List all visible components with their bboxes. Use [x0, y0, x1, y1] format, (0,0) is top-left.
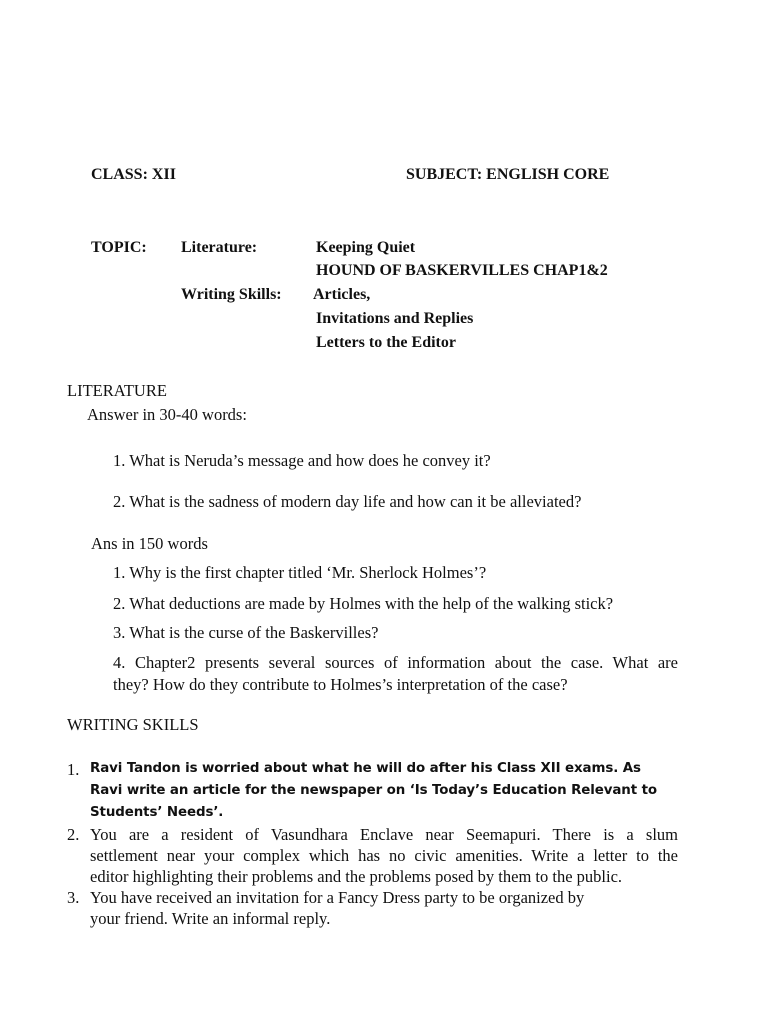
writing-item-number: 2.	[67, 825, 80, 844]
writing-item: Letters to the Editor	[316, 334, 456, 351]
writing-item-number: 1.	[67, 760, 80, 779]
writing-item: Articles,	[313, 286, 371, 303]
writing-skills-heading: WRITING SKILLS	[67, 715, 199, 734]
writing-item-line: You are a resident of Vasundhara Enclave near Seemapuri. There is a slum	[90, 825, 678, 844]
long-question: 4. Chapter2 presents several sources of information about the case. What are	[113, 653, 678, 672]
literature-item: Keeping Quiet	[316, 239, 416, 256]
writing-skills-label: Writing Skills:	[181, 286, 282, 303]
writing-item-line: settlement near your complex which has no civic amenities. Write a letter to the	[90, 846, 678, 865]
topic-label: TOPIC:	[91, 239, 147, 256]
writing-item-line: editor highlighting their problems and the problems posed by them to the public.	[90, 867, 623, 886]
literature-heading: LITERATURE	[67, 381, 167, 400]
short-question: 2. What is the sadness of modern day life and how can it be alleviated?	[113, 492, 582, 511]
long-question: 1. Why is the first chapter titled ‘Mr. Sherlock Holmes’?	[113, 563, 487, 582]
short-answer-instruction: Answer in 30-40 words:	[87, 405, 247, 424]
long-question: 2. What deductions are made by Holmes with the help of the walking stick?	[113, 594, 614, 613]
long-answer-instruction: Ans in 150 words	[91, 534, 208, 553]
long-question: 3. What is the curse of the Baskervilles?	[113, 623, 379, 642]
writing-item-line: You have received an invitation for a Fancy Dress party to be organized by	[90, 888, 585, 907]
writing-item-line: your friend. Write an informal reply.	[90, 909, 331, 928]
literature-item: HOUND OF BASKERVILLES CHAP1&2	[316, 262, 608, 279]
writing-item: Invitations and Replies	[316, 310, 474, 327]
short-question: 1. What is Neruda’s message and how does he convey it?	[113, 451, 491, 470]
literature-label: Literature:	[181, 239, 258, 256]
subject-label: SUBJECT: ENGLISH CORE	[406, 166, 610, 183]
writing-item-line: Students’ Needs’.	[90, 805, 224, 820]
writing-item-line: Ravi Tandon is worried about what he will do after his Class XII exams. As	[90, 761, 641, 776]
long-question-continuation: they? How do they contribute to Holmes’s interpretation of the case?	[113, 675, 568, 694]
writing-item-line: Ravi write an article for the newspaper on ‘Is Today’s Education Relevant to	[90, 783, 658, 798]
writing-item-number: 3.	[67, 888, 80, 907]
class-label: CLASS: XII	[91, 166, 176, 183]
